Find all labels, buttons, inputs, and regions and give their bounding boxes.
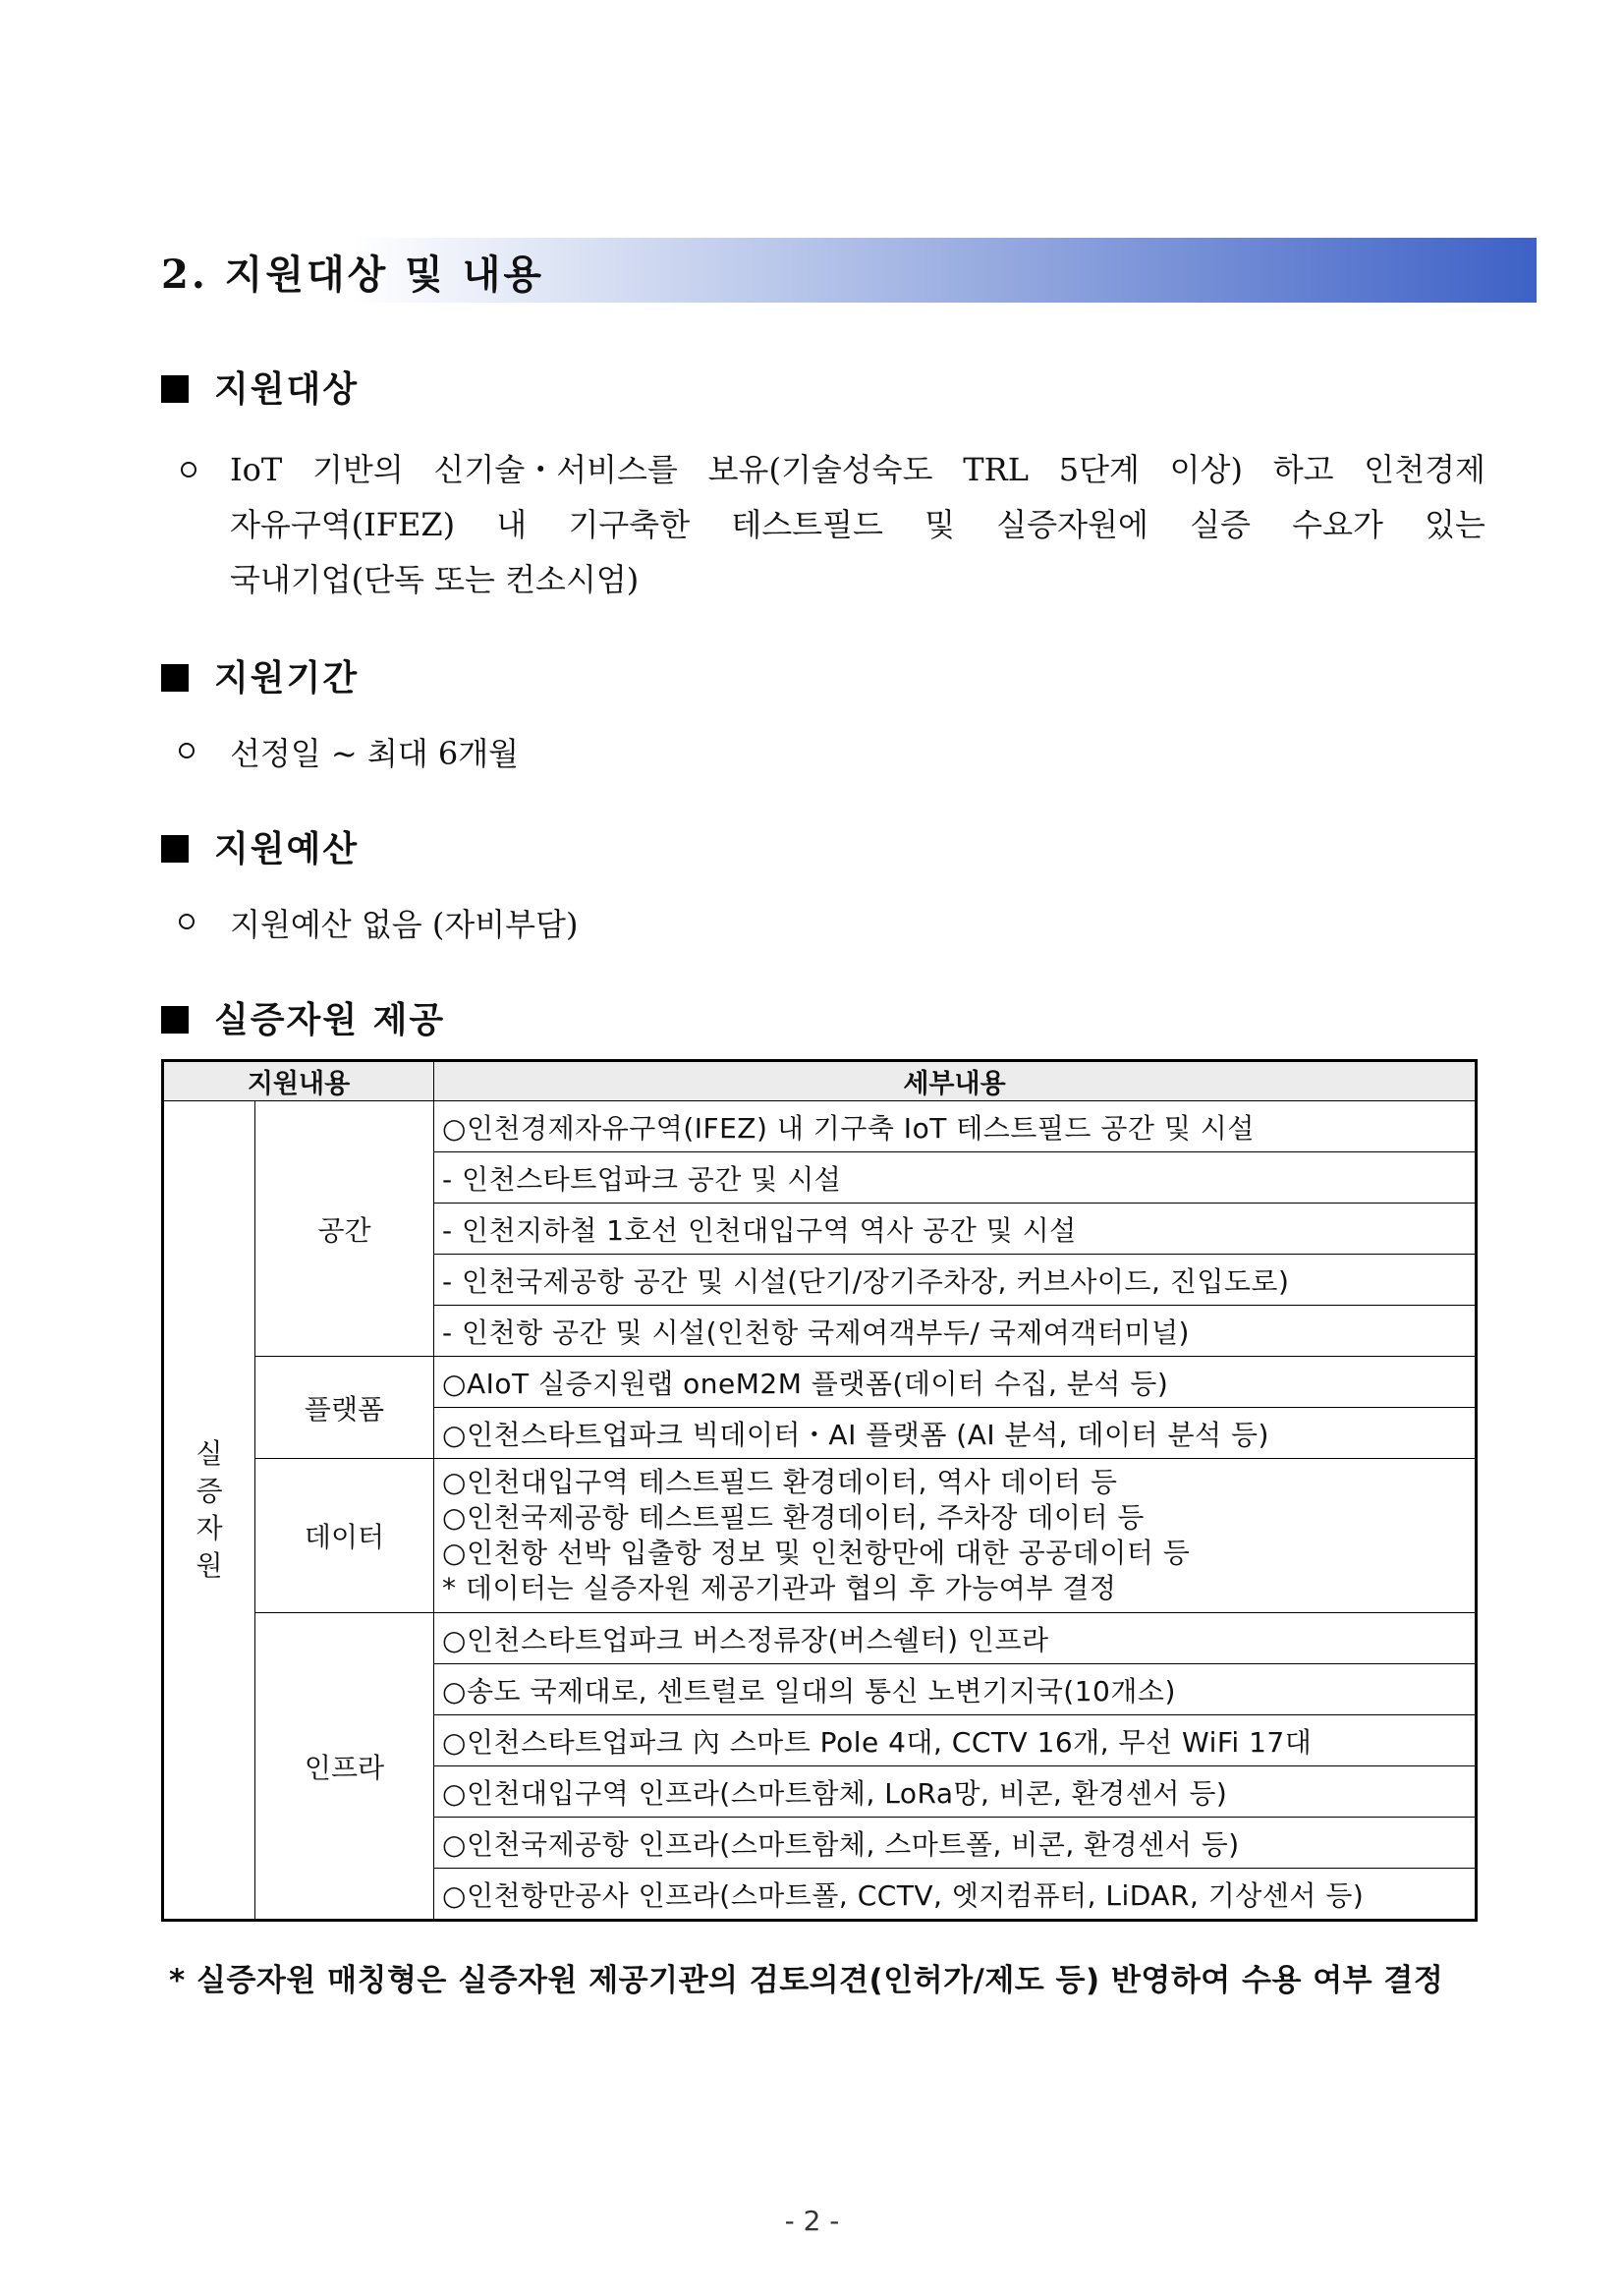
resources-table xyxy=(161,1059,1478,1922)
heading-resources-label: 실증자원 제공 xyxy=(214,1000,446,1040)
target-word: 5단계 xyxy=(1058,451,1140,488)
target-line-1 xyxy=(179,442,1485,497)
target-line-2 xyxy=(179,497,1485,552)
group-label-char: 실 xyxy=(196,1437,223,1470)
target-word: 보유(기술성숙도 xyxy=(707,451,933,488)
detail-cell: - 인천국제공항 공간 및 시설(단기/장기주차장, 커브사이드, 진입도로) xyxy=(434,1255,1477,1306)
table-footnote: * 실증자원 매칭형은 실증자원 제공기관의 검토의견(인허가/제도 등) 반영하여 수용 여부 결정 xyxy=(169,1963,1444,1998)
target-word: 실증 xyxy=(1190,506,1251,543)
target-word: 기반의 xyxy=(312,451,404,488)
heading-budget-label: 지원예산 xyxy=(214,829,360,869)
group-label xyxy=(163,1101,255,1921)
group-label-char: 자 xyxy=(196,1512,223,1544)
data-item: ○인천국제공항 테스트필드 환경데이터, 주차장 데이터 등 xyxy=(442,1501,1145,1534)
header-detail: 세부내용 xyxy=(434,1061,1477,1101)
period-item xyxy=(179,729,519,774)
target-word: 신기술・서비스를 xyxy=(433,451,678,488)
period-text: 선정일 ~ 최대 6개월 xyxy=(230,735,520,772)
category-data: 데이터 xyxy=(255,1459,434,1613)
target-word: 및 xyxy=(924,506,956,543)
data-item: ○인천대입구역 테스트필드 환경데이터, 역사 데이터 등 xyxy=(442,1466,1118,1498)
section-title: 2. 지원대상 및 내용 xyxy=(161,252,545,298)
detail-cell: - 인천지하철 1호선 인천대입구역 역사 공간 및 시설 xyxy=(434,1204,1477,1255)
budget-text: 지원예산 없음 (자비부담) xyxy=(230,906,579,943)
detail-cell: ○인천스타트업파크 內 스마트 Pole 4대, CCTV 16개, 무선 WiFi 17대 xyxy=(434,1715,1477,1766)
heading-period xyxy=(161,650,359,700)
target-word: 국내기업(단독 또는 컨소시엄) xyxy=(230,561,640,598)
target-word: 있는 xyxy=(1425,506,1485,543)
target-word: 자유구역(IFEZ) xyxy=(230,506,456,543)
category-infra: 인프라 xyxy=(255,1613,434,1921)
group-label-char: 증 xyxy=(196,1475,223,1507)
heading-period-label: 지원기간 xyxy=(214,658,360,699)
target-word: 내 xyxy=(496,506,528,543)
header-support: 지원내용 xyxy=(163,1061,434,1101)
circle-bullet-icon xyxy=(179,743,195,758)
budget-item xyxy=(179,900,578,945)
target-word: TRL xyxy=(963,451,1029,488)
data-item: ○인천항 선박 입출항 정보 및 인천항만에 대한 공공데이터 등 xyxy=(442,1537,1191,1569)
target-word: 실증자원에 xyxy=(996,506,1148,543)
detail-cell: ○인천대입구역 인프라(스마트함체, LoRa망, 비콘, 환경센서 등) xyxy=(434,1766,1477,1818)
heading-resources xyxy=(161,992,445,1042)
detail-cell: ○인천스타트업파크 빅데이터・AI 플랫폼 (AI 분석, 데이터 분석 등) xyxy=(434,1408,1477,1459)
detail-cell: ○AIoT 실증지원랩 oneM2M 플랫폼(데이터 수집, 분석 등) xyxy=(434,1357,1477,1408)
target-word: 수요가 xyxy=(1292,506,1383,543)
section-title-bar xyxy=(161,238,1537,303)
black-square-icon xyxy=(161,375,189,403)
group-label-char: 원 xyxy=(196,1549,223,1582)
target-word: 인천경제 xyxy=(1364,451,1485,488)
detail-cell: ○인천스타트업파크 버스정류장(버스쉘터) 인프라 xyxy=(434,1613,1477,1664)
target-word: IoT xyxy=(230,451,283,488)
heading-target xyxy=(161,362,359,412)
detail-cell: - 인천스타트업파크 공간 및 시설 xyxy=(434,1152,1477,1204)
target-word: 기구축한 xyxy=(568,506,691,543)
heading-target-label: 지원대상 xyxy=(214,369,360,410)
target-word: 테스트필드 xyxy=(731,506,883,543)
target-word: 하고 xyxy=(1272,451,1334,488)
target-line-3 xyxy=(179,552,1485,607)
target-paragraph xyxy=(179,442,1485,607)
detail-cell-data xyxy=(434,1459,1477,1613)
detail-cell: ○인천경제자유구역(IFEZ) 내 기구축 IoT 테스트필드 공간 및 시설 xyxy=(434,1101,1477,1152)
circle-bullet-icon xyxy=(179,914,195,929)
black-square-icon xyxy=(161,835,189,863)
category-space: 공간 xyxy=(255,1101,434,1357)
black-square-icon xyxy=(161,1006,189,1034)
detail-cell: ○인천항만공사 인프라(스마트폴, CCTV, 엣지컴퓨터, LiDAR, 기상센서 등) xyxy=(434,1869,1477,1921)
circle-bullet-icon xyxy=(181,462,196,477)
data-item: * 데이터는 실증자원 제공기관과 협의 후 가능여부 결정 xyxy=(442,1572,1117,1604)
detail-cell: - 인천항 공간 및 시설(인천항 국제여객부두/ 국제여객터미널) xyxy=(434,1306,1477,1357)
black-square-icon xyxy=(161,664,189,692)
detail-cell: ○송도 국제대로, 센트럴로 일대의 통신 노변기지국(10개소) xyxy=(434,1664,1477,1715)
heading-budget xyxy=(161,821,359,871)
target-word: 이상) xyxy=(1169,451,1243,488)
detail-cell: ○인천국제공항 인프라(스마트함체, 스마트폴, 비콘, 환경센서 등) xyxy=(434,1818,1477,1869)
category-platform: 플랫폼 xyxy=(255,1357,434,1459)
page-number: - 2 - xyxy=(784,2205,840,2237)
